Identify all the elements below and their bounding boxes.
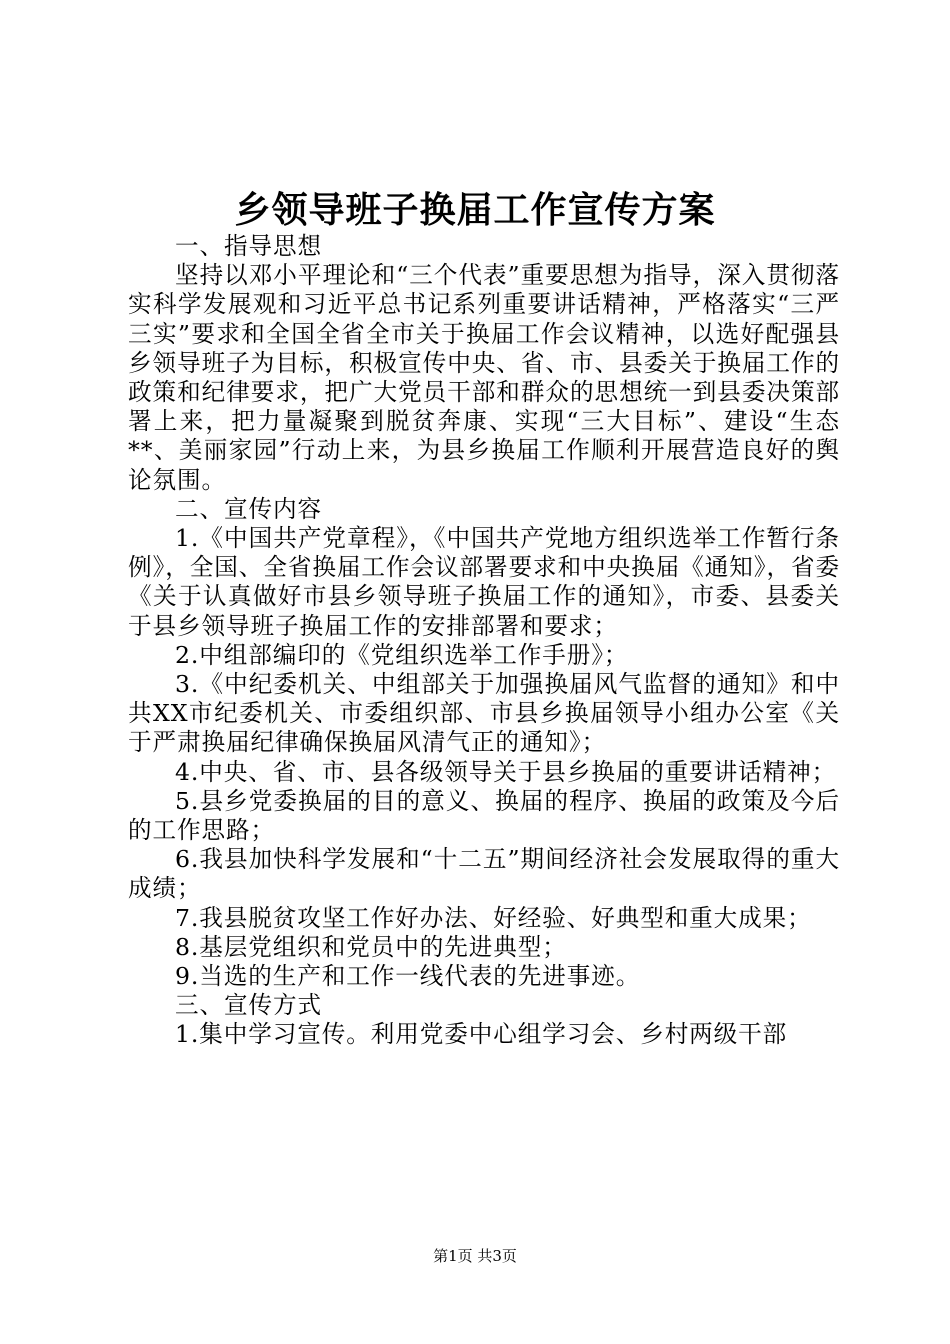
section-heading-guiding-thought: 一、指导思想 [175, 232, 322, 260]
content-item-6: 6.我县加快科学发展和“十二五”期间经济社会发展取得的重大成绩； [128, 845, 840, 903]
content-item-2: 2.中组部编印的《党组织选举工作手册》； [175, 640, 629, 669]
document-title: 乡领导班子换届工作宣传方案 [234, 189, 716, 231]
content-item-7: 7.我县脱贫攻坚工作好办法、好经验、好典型和重大成果； [175, 903, 812, 932]
content-item-4: 4.中央、省、市、县各级领导关于县乡换届的重要讲话精神； [175, 757, 837, 786]
page-number-footer: 第1页 共3页 [433, 1247, 517, 1265]
method-item-1: 1.集中学习宣传。利用党委中心组学习会、乡村两级干部 [175, 1020, 788, 1049]
document-body [128, 232, 840, 1050]
section-heading-methods: 三、宣传方式 [175, 991, 322, 1020]
content-item-1: 1.《中国共产党章程》，《中国共产党地方组织选举工作暂行条例》，全国、全省换届工作会议部署要求和中央换届《通知》，省委《关于认真做好市县乡领导班子换届工作的通知》，市委、县委关于县乡领导班子换届工作的安排部署和要求； [128, 524, 840, 640]
guiding-thought-paragraph: 坚持以邓小平理论和“三个代表”重要思想为指导，深入贯彻落实科学发展观和习近平总书记系列重要讲话精神，严格落实“三严三实”要求和全国全省全市关于换届工作会议精神，以选好配强县乡领导班子为目标，积极宣传中央、省、市、县委关于换届工作的政策和纪律要求，把广大党员干部和群众的思想统一到县委决策部署上来，把力量凝聚到脱贫奔康、实现“三大目标”、建设“生态**、美丽家园”行动上来，为县乡换届工作顺利开展营造良好的舆论氛围。 [128, 261, 840, 494]
content-item-8: 8.基层党组织和党员中的先进典型； [175, 932, 567, 961]
section-heading-content: 二、宣传内容 [175, 494, 322, 523]
content-item-3: 3.《中纪委机关、中组部关于加强换届风气监督的通知》和中共XX市纪委机关、市委组织部、市县乡换届领导小组办公室《关于严肃换届纪律确保换届风清气正的通知》； [128, 670, 840, 757]
content-item-5: 5.县乡党委换届的目的意义、换届的程序、换届的政策及今后的工作思路； [128, 786, 840, 845]
content-item-9: 9.当选的生产和工作一线代表的先进事迹。 [175, 962, 641, 991]
